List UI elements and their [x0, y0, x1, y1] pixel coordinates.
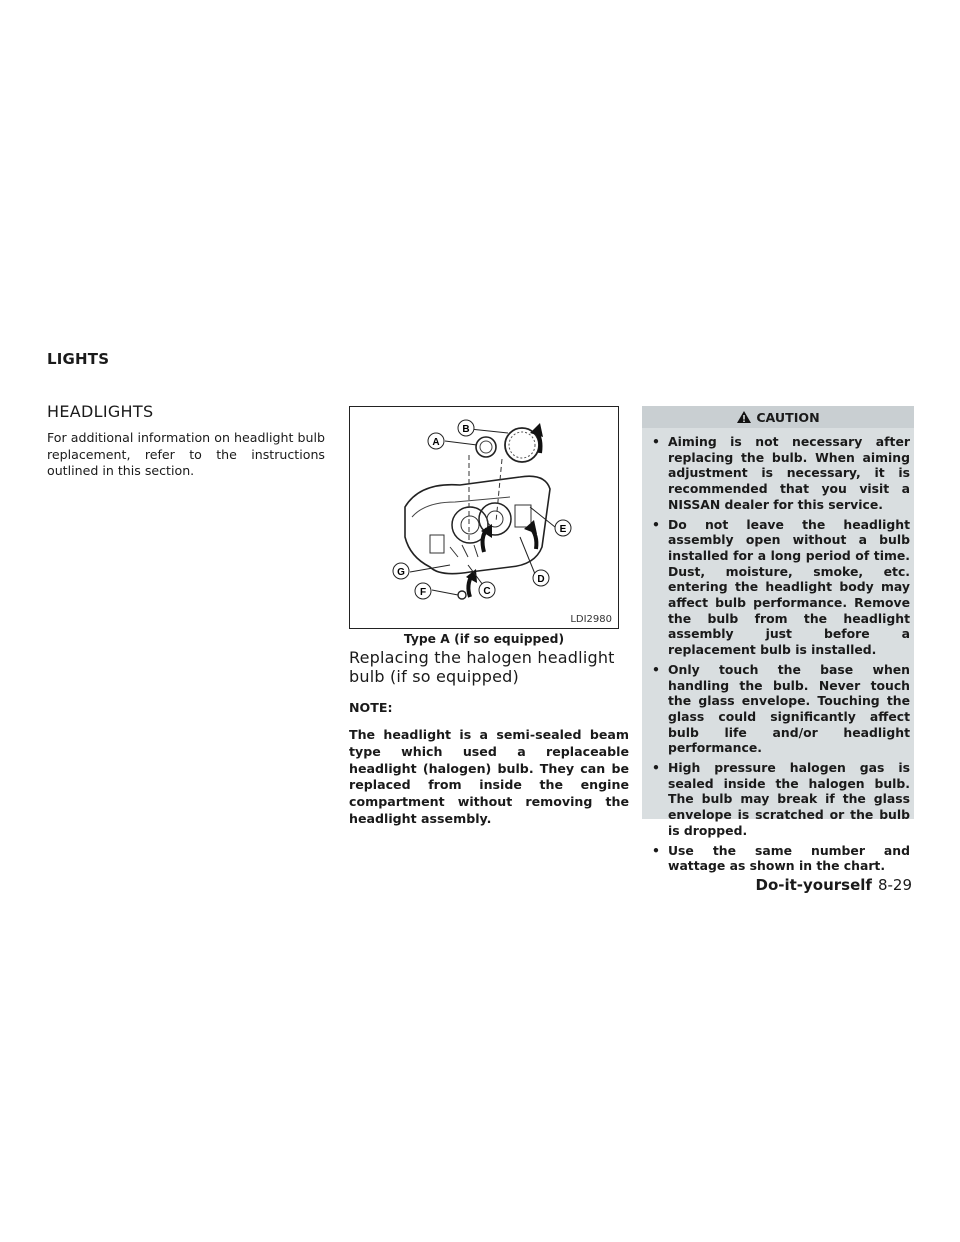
caution-item: • Only touch the base when handling the bulb. Never touch the glass envelope. Touching the glass could significantly affect bulb life and/or headlight performance.: [652, 661, 910, 756]
replacing-heading: Replacing the halogen headlight bulb (if so equipped): [349, 648, 615, 686]
headlight-diagram: [349, 406, 619, 629]
headlights-heading: HEADLIGHTS: [47, 402, 154, 421]
headlights-intro: For additional information on headlight bulb replacement, refer to the instructions outlined in this section.: [47, 430, 325, 478]
label-a: A: [432, 437, 440, 448]
label-f: F: [419, 587, 427, 598]
label-g: G: [397, 567, 405, 578]
label-c: C: [483, 586, 491, 597]
label-b: B: [462, 424, 470, 435]
page-number: 8-29: [877, 876, 912, 894]
note-label: NOTE:: [349, 700, 393, 715]
caution-item: • Use the same number and wattage as shown in the chart.: [652, 842, 910, 874]
note-body: The headlight is a semi-sealed beam type which used a replaceable headlight (halogen) bulb. They can be replaced from inside the engine compartment without removing the headlight assembly.: [349, 727, 629, 826]
warning-icon: [736, 410, 752, 424]
caution-item: • Aiming is not necessary after replacing the bulb. When aiming adjustment is necessary, it is recommended that you visit a NISSAN dealer for this service.: [652, 434, 910, 512]
caution-list: [642, 428, 914, 874]
caution-item: • Do not leave the headlight assembly open without a bulb installed for a long period of time. Dust, moisture, smoke, etc. entering the headlight body may affect bulb performance. Remove the bulb from the headlight assembly just before a replacement bulb is installed.: [652, 516, 910, 658]
figure-code: LDI2980: [570, 614, 612, 625]
figure-caption: Type A (if so equipped): [403, 632, 565, 646]
label-d: D: [537, 574, 545, 585]
page-footer: [756, 876, 913, 894]
caution-header: [642, 406, 914, 428]
label-e: E: [559, 524, 567, 535]
footer-section: Do-it-yourself: [755, 876, 872, 894]
caution-box: [642, 406, 914, 874]
caution-item: • High pressure halogen gas is sealed inside the halogen bulb. The bulb may break if the glass envelope is scratched or the bulb is dropped.: [652, 760, 910, 838]
section-header: LIGHTS: [47, 350, 110, 368]
headlight-illustration: [350, 407, 618, 628]
caution-title: CAUTION: [756, 409, 820, 425]
